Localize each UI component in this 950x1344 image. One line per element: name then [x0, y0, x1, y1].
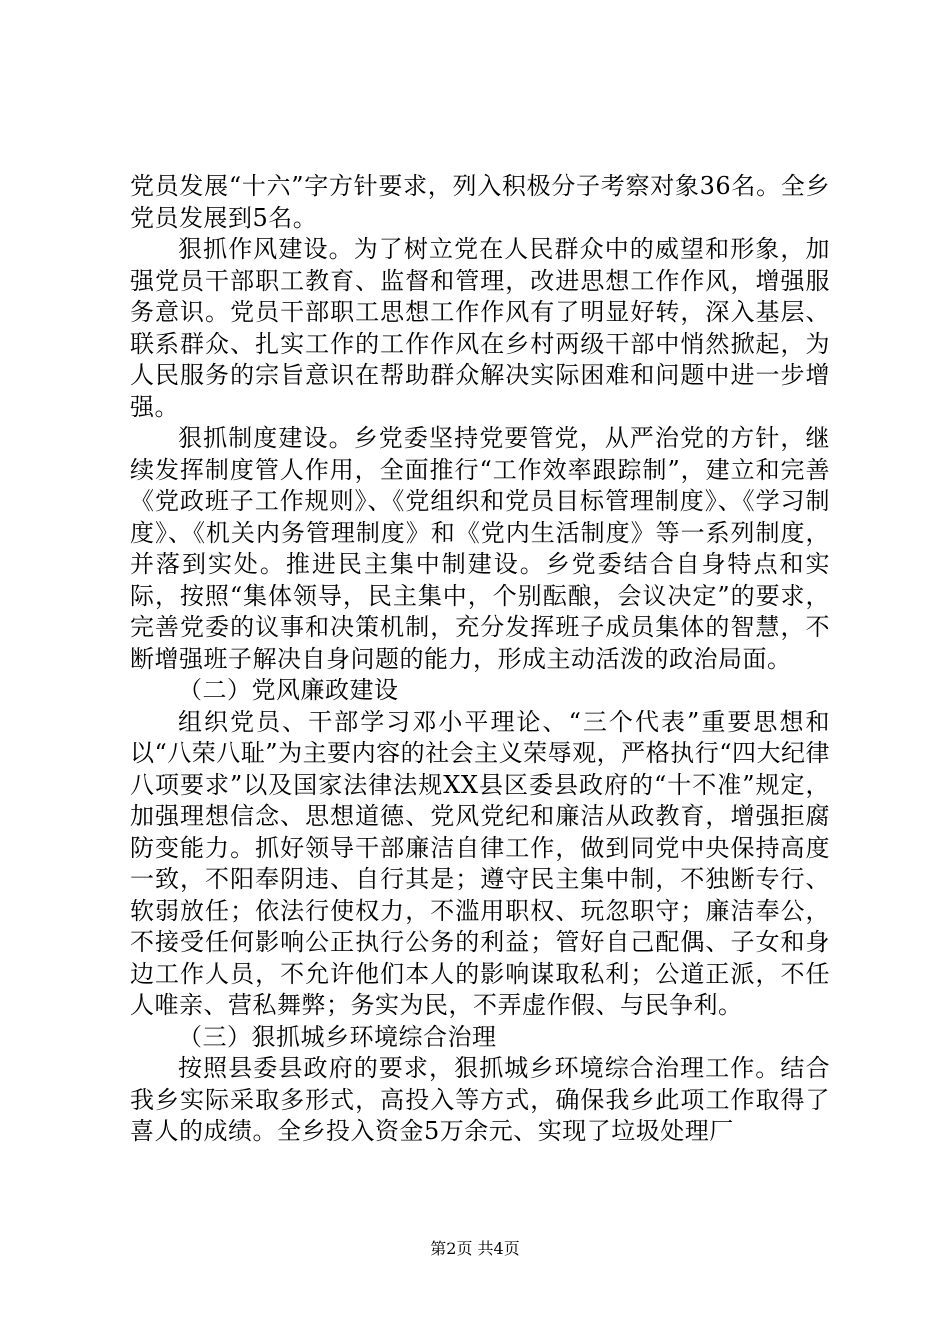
paragraph-continuation: 党员发展“十六”字方针要求，列入积极分子考察对象36名。全乡党员发展到5名。: [130, 172, 830, 232]
paragraph-system-building: 狠抓制度建设。乡党委坚持党要管党，从严治党的方针，继续发挥制度管人作用，全面推行“工作效率跟踪制”，建立和完善《党政班子工作规则》、《党组织和党员目标管理制度》、《学习制度》、《机关内务管理制度》和《党内生活制度》等一系列制度，并落到实处。推进民主集中制建设。乡党委结合自身特点和实际，按照“集体领导，民主集中，个别酝酿，会议决定”的要求，完善党委的议事和决策机制，充分发挥班子成员集体的智慧，不断增强班子解决自身问题的能力，形成主动活泼的政治局面。: [130, 424, 830, 673]
document-body: [130, 171, 830, 1148]
paragraph-integrity: 组织党员、干部学习邓小平理论、“三个代表”重要思想和以“八荣八耻”为主要内容的社会主义荣辱观，严格执行“四大纪律八项要求”以及国家法律法规XX县区委县政府的“十不准”规定，加强理想信念、思想道德、党风党纪和廉洁从政教育，增强拒腐防变能力。抓好领导干部廉洁自律工作，做到同党中央保持高度一致，不阳奉阴违、自行其是；遵守民主集中制，不独断专行、软弱放任；依法行使权力，不滥用职权、玩忽职守；廉洁奉公，不接受任何影响公正执行公务的利益；管好自己配偶、子女和身边工作人员，不允许他们本人的影响谋取私利；公道正派，不任人唯亲、营私舞弊；务实为民，不弄虚作假、与民争利。: [130, 707, 830, 1019]
page-number-footer: 第2页 共4页: [430, 1239, 520, 1258]
section-heading-environment: （三）狠抓城乡环境综合治理: [178, 1022, 497, 1051]
section-heading-integrity: （二）党风廉政建设: [178, 676, 399, 704]
paragraph-environment: 按照县委县政府的要求，狠抓城乡环境综合治理工作。结合我乡实际采取多形式，高投入等方式，确保我乡此项工作取得了喜人的成绩。全乡投入资金5万余元、实现了垃圾处理厂: [130, 1054, 830, 1145]
paragraph-style-building: 狠抓作风建设。为了树立党在人民群众中的威望和形象，加强党员干部职工教育、监督和管理，改进思想工作作风，增强服务意识。党员干部职工思想工作作风有了明显好转，深入基层、联系群众、扎实工作的工作作风在乡村两级干部中悄然掀起，为人民服务的宗旨意识在帮助群众解决实际困难和问题中进一步增强。: [130, 235, 830, 421]
